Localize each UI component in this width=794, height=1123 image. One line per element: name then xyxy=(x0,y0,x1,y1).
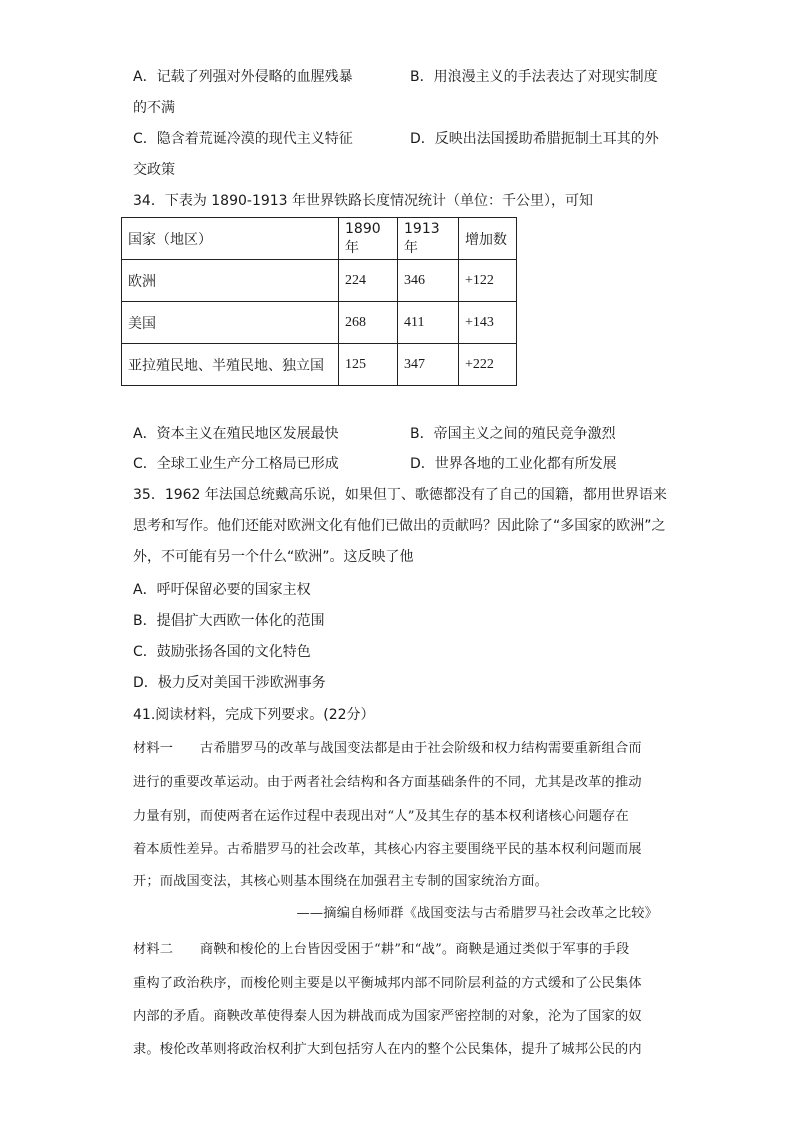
q35-stem-line3: 外，不可能有另一个什么“欧洲”。这反映了他 xyxy=(133,549,414,565)
railway-length-table xyxy=(121,217,517,386)
material1-line: 力量有别，而使两者在运作过程中表现出对“人”及其生存的基本权利诸核心问题存在 xyxy=(133,809,629,824)
q34-option-d: D．世界各地的工业化都有所发展 xyxy=(410,456,617,472)
material1-line: 开；而战国变法，其核心则基本围绕在加强君主专制的国家统治方面。 xyxy=(133,874,549,889)
q33-option-c: C．隐含着荒诞冷漠的现代主义特征 xyxy=(133,131,353,147)
table-row xyxy=(122,302,517,344)
table-cell: 125 xyxy=(339,344,398,386)
table-cell: 亚拉殖民地、半殖民地、独立国 xyxy=(122,344,339,386)
table-header: 1890 年 xyxy=(339,218,398,260)
table-cell: +122 xyxy=(459,260,517,302)
table-row xyxy=(122,260,517,302)
q33-option-a: A．记载了列强对外侵略的血腥残暴 xyxy=(133,69,353,85)
q35-stem-line2: 思考和写作。他们还能对欧洲文化有他们已做出的贡献吗？因此除了“多国家的欧洲”之 xyxy=(133,518,666,534)
q35-option-a: A．呼吁保留必要的国家主权 xyxy=(133,582,311,598)
material1-line: 材料一 古希腊罗马的改革与战国变法都是由于社会阶级和权力结构需要重新组合而 xyxy=(133,741,642,756)
table-header: 1913 年 xyxy=(398,218,459,260)
q35-option-c: C．鼓励张扬各国的文化特色 xyxy=(133,644,311,660)
table-cell: 欧洲 xyxy=(122,260,339,302)
q41-stem: 41.阅读材料，完成下列要求。(22分） xyxy=(133,707,375,723)
q34-option-a: A．资本主义在殖民地区发展最快 xyxy=(133,426,339,442)
q33-option-d-continued: 交政策 xyxy=(133,162,175,178)
q34-option-b: B．帝国主义之间的殖民竞争激烈 xyxy=(410,426,616,442)
q35-option-d: D．极力反对美国干涉欧洲事务 xyxy=(133,675,326,691)
q34-stem: 34．下表为 1890-1913 年世界铁路长度情况统计（单位：千公里），可知 xyxy=(133,193,594,209)
table-cell: 268 xyxy=(339,302,398,344)
table-cell: 411 xyxy=(398,302,459,344)
table-cell: 224 xyxy=(339,260,398,302)
q34-option-c: C．全球工业生产分工格局已形成 xyxy=(133,456,339,472)
material1-line: 着本质性差异。古希腊罗马的社会改革，其核心内容主要围绕平民的基本权利问题而展 xyxy=(133,842,642,857)
q33-option-b: B．用浪漫主义的手法表达了对现实制度 xyxy=(410,69,658,85)
table-cell: 346 xyxy=(398,260,459,302)
material2-line: 内部的矛盾。商鞅改革使得秦人因为耕战而成为国家严密控制的对象，沦为了国家的奴 xyxy=(133,1009,642,1024)
q33-option-b-continued: 的不满 xyxy=(133,100,175,116)
table-cell: +222 xyxy=(459,344,517,386)
q33-option-d: D．反映出法国援助希腊扼制土耳其的外 xyxy=(410,131,659,147)
material2-line: 隶。梭伦改革则将政治权利扩大到包括穷人在内的整个公民集体，提升了城邦公民的内 xyxy=(133,1042,642,1057)
table-header-row xyxy=(122,218,517,260)
q35-stem-line1: 35．1962 年法国总统戴高乐说，如果但丁、歌德都没有了自己的国籍，都用世界语来 xyxy=(133,487,667,503)
table-row xyxy=(122,344,517,386)
table-cell: 347 xyxy=(398,344,459,386)
q35-option-b: B．提倡扩大西欧一体化的范围 xyxy=(133,613,325,629)
table-cell: 美国 xyxy=(122,302,339,344)
table-header: 增加数 xyxy=(459,218,517,260)
material2-line: 材料二 商鞅和梭伦的上台皆因受困于“耕”和“战”。商鞅是通过类似于军事的手段 xyxy=(133,942,630,957)
table-cell: +143 xyxy=(459,302,517,344)
material1-line: 进行的重要改革运动。由于两者社会结构和各方面基础条件的不同，尤其是改革的推动 xyxy=(133,775,642,790)
material2-line: 重构了政治秩序，而梭伦则主要是以平衡城邦内部不同阶层利益的方式缓和了公民集体 xyxy=(133,976,642,991)
material1-source: ——摘编自杨师群《战国变法与古希腊罗马社会改革之比较》 xyxy=(296,906,658,921)
table-header: 国家（地区） xyxy=(122,218,339,260)
